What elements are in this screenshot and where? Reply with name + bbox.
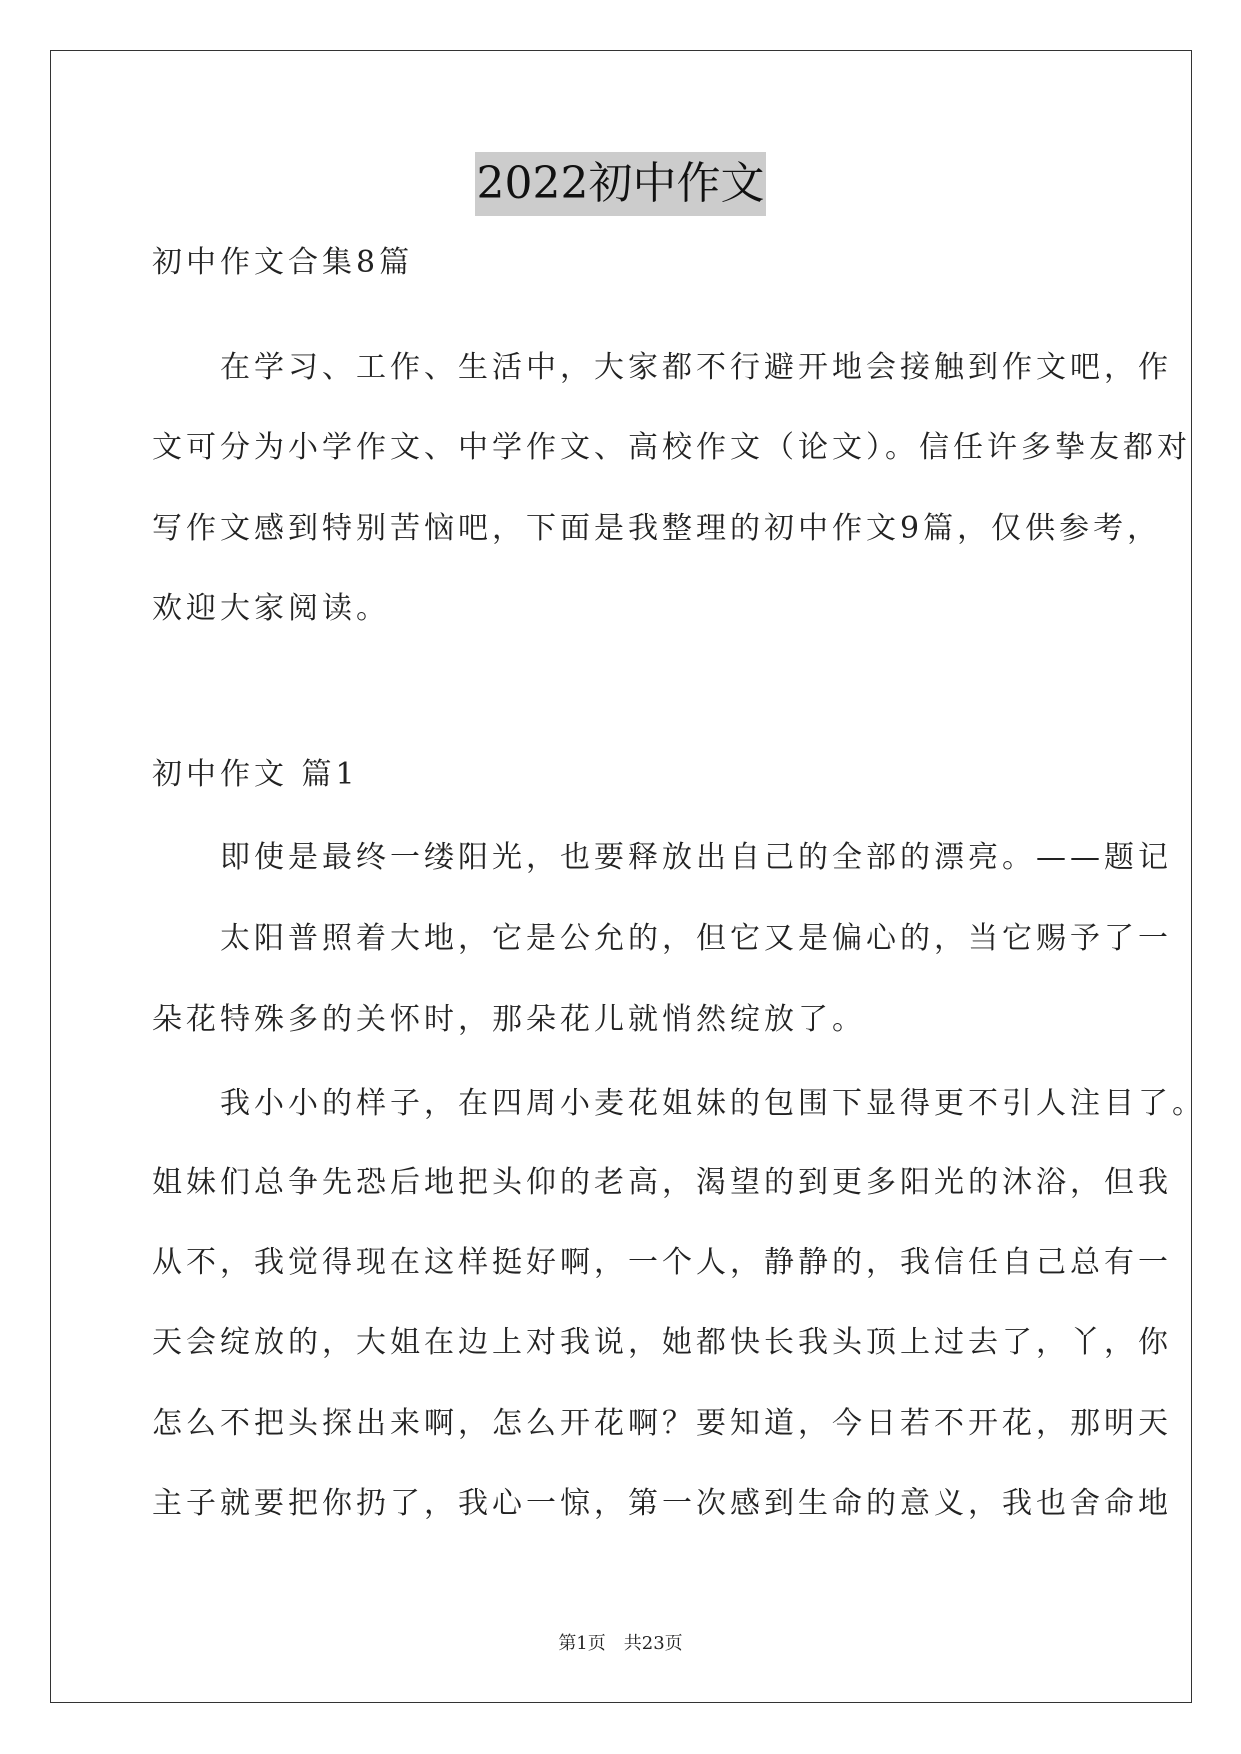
text-line: 怎么不把头探出来啊，怎么开花啊？要知道，今日若不开花，那明天 xyxy=(152,1406,1172,1441)
document-title-text: 2022初中作文 xyxy=(475,152,767,216)
page-number: 第1页 xyxy=(558,1633,606,1654)
text-line: 从不，我觉得现在这样挺好啊，一个人，静静的，我信任自己总有一 xyxy=(152,1245,1172,1280)
document-title xyxy=(0,152,1241,216)
text-line: 文可分为小学作文、中学作文、高校作文（论文）。信任许多挚友都对 xyxy=(152,430,1191,465)
text-line: 即使是最终一缕阳光，也要释放出自己的全部的漂亮。——题记 xyxy=(152,840,1172,875)
text-line: 在学习、工作、生活中，大家都不行避开地会接触到作文吧，作 xyxy=(152,350,1172,385)
text-line: 朵花特殊多的关怀时，那朵花儿就悄然绽放了。 xyxy=(152,1002,866,1037)
text-line: 姐妹们总争先恐后地把头仰的老高，渴望的到更多阳光的沐浴，但我 xyxy=(152,1165,1172,1200)
text-line: 天会绽放的，大姐在边上对我说，她都快长我头顶上过去了，丫，你 xyxy=(152,1325,1172,1360)
text-line: 欢迎大家阅读。 xyxy=(152,591,390,626)
text-line-subtitle: 初中作文合集8篇 xyxy=(152,245,414,280)
text-line: 写作文感到特别苦恼吧，下面是我整理的初中作文9篇，仅供参考， xyxy=(152,511,1162,546)
text-line: 太阳普照着大地，它是公允的，但它又是偏心的，当它赐予了一 xyxy=(152,921,1172,956)
page-total: 共23页 xyxy=(623,1633,683,1654)
text-line: 主子就要把你扔了，我心一惊，第一次感到生命的意义，我也舍命地 xyxy=(152,1486,1172,1521)
page-footer xyxy=(0,1632,1241,1656)
section-heading: 初中作文 篇1 xyxy=(152,757,359,792)
text-line: 我小小的样子，在四周小麦花姐妹的包围下显得更不引人注目了。 xyxy=(152,1086,1206,1121)
